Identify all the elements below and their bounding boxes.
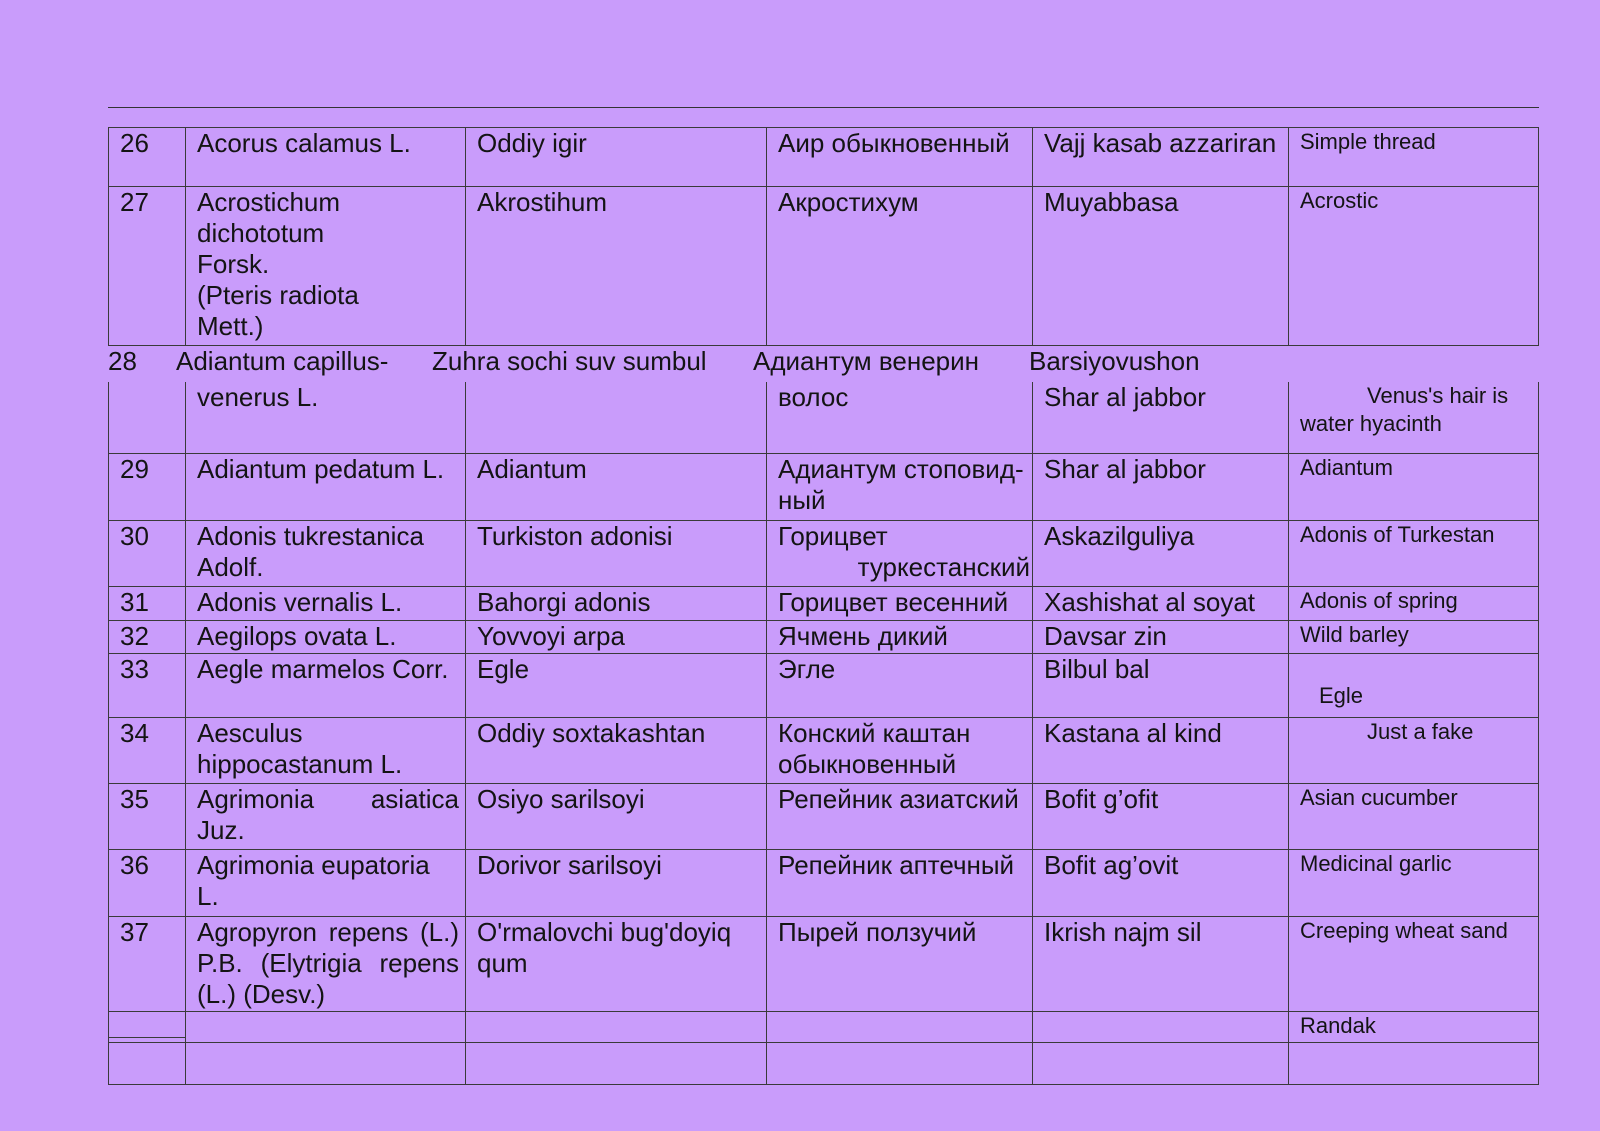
cell-english-name: Acrostic — [1288, 186, 1539, 346]
cell-number: 35 — [108, 783, 186, 850]
cell-number: 29 — [108, 453, 186, 521]
cell-russian-name: Репейник аптечный — [766, 849, 1033, 917]
spill-arabic-name: Barsiyovushon — [1029, 346, 1200, 376]
cell-arabic-name: Ikrish najm sil — [1032, 916, 1289, 1012]
cell-latin-name: Adonis vernalis L. — [185, 586, 466, 621]
cell-english-name: Medicinal garlic — [1288, 849, 1539, 917]
table-row — [0, 186, 1600, 346]
cell-latin-name — [185, 1042, 466, 1085]
cell-arabic-name: Vajj kasab azzariran — [1032, 127, 1289, 187]
cell-english-name: Wild barley — [1288, 620, 1539, 654]
cell-russian-name — [766, 1011, 1033, 1043]
cell-number: 30 — [108, 520, 186, 587]
cell-english-name: Simple thread — [1288, 127, 1539, 187]
cell-number — [108, 1042, 186, 1085]
cell-uzbek-name: Bahorgi adonis — [465, 586, 767, 621]
cell-number: 26 — [108, 127, 186, 187]
cell-uzbek-name: O'rmalovchi bug'doyiq qum — [465, 916, 767, 1012]
spill-number: 28 — [108, 346, 137, 376]
cell-arabic-name: Askazilguliya — [1032, 520, 1289, 587]
cell-arabic-name: Bilbul bal — [1032, 653, 1289, 718]
double-rule — [108, 1037, 186, 1038]
table-row — [0, 586, 1600, 621]
cell-number: 27 — [108, 186, 186, 346]
cell-english-name: Creeping wheat sand — [1288, 916, 1539, 1012]
cell-russian-name: Конский каштан обыкновенный — [766, 717, 1033, 784]
cell-uzbek-name: Oddiy igir — [465, 127, 767, 187]
cell-uzbek-name: Dorivor sarilsoyi — [465, 849, 767, 917]
cell-latin-name: Acrostichum dichototum Forsk. (Pteris radiota Mett.) — [185, 186, 466, 346]
cell-number: 33 — [108, 653, 186, 718]
table-row — [0, 127, 1600, 187]
cell-latin-name — [185, 1011, 466, 1043]
cell-russian-name: Горицвет весенний — [766, 586, 1033, 621]
cell-arabic-name: Davsar zin — [1032, 620, 1289, 654]
table-row — [0, 653, 1600, 718]
cell-english-name: Venus's hair is water hyacinth — [1288, 382, 1539, 454]
cell-latin-name: Adonis tukrestanica Adolf. — [185, 520, 466, 587]
cell-english-name: Randak — [1288, 1011, 1539, 1043]
cell-number: 31 — [108, 586, 186, 621]
cell-english-name: Adonis of Turkestan — [1288, 520, 1539, 587]
cell-latin-name: Aegilops ovata L. — [185, 620, 466, 654]
table-row — [0, 916, 1600, 1012]
cell-uzbek-name: Adiantum — [465, 453, 767, 521]
table-row — [0, 1042, 1600, 1085]
cell-arabic-name: Xashishat al soyat — [1032, 586, 1289, 621]
cell-russian-name: волос — [766, 382, 1033, 454]
table-row — [0, 382, 1600, 454]
cell-russian-name: Адиантум стоповид-ный — [766, 453, 1033, 521]
cell-russian-name: Горицвет туркестанский — [766, 520, 1033, 587]
cell-russian-name: Акростихум — [766, 186, 1033, 346]
cell-russian-name: Эгле — [766, 653, 1033, 718]
cell-uzbek-name — [465, 382, 767, 454]
cell-arabic-name: Shar al jabbor — [1032, 453, 1289, 521]
cell-latin-name: Aesculus hippocastanum L. — [185, 717, 466, 784]
cell-english-name: Asian cucumber — [1288, 783, 1539, 850]
cell-arabic-name — [1032, 1042, 1289, 1085]
cell-latin-name: Acorus calamus L. — [185, 127, 466, 187]
cell-arabic-name — [1032, 1011, 1289, 1043]
cell-uzbek-name: Turkiston adonisi — [465, 520, 767, 587]
cell-uzbek-name — [465, 1011, 767, 1043]
cell-english-name: Egle — [1288, 653, 1539, 718]
table-row — [0, 783, 1600, 850]
spill-latin-name: Adiantum capillus- — [176, 346, 389, 376]
cell-latin-name: Agrimonia eupatoria L. — [185, 849, 466, 917]
table-row — [0, 849, 1600, 917]
cell-russian-name: Пырей ползучий — [766, 916, 1033, 1012]
cell-number — [108, 382, 186, 454]
cell-uzbek-name — [465, 1042, 767, 1085]
cell-russian-name — [766, 1042, 1033, 1085]
cell-latin-name: Agropyron repens (L.) P.B. (Elytrigia repens (L.) (Desv.) — [185, 916, 466, 1012]
cell-number: 36 — [108, 849, 186, 917]
cell-english-name — [1288, 1042, 1539, 1085]
cell-english-name: Adiantum — [1288, 453, 1539, 521]
cell-latin-name: Aegle marmelos Corr. — [185, 653, 466, 718]
cell-arabic-name: Bofit ag’ovit — [1032, 849, 1289, 917]
table-row — [0, 520, 1600, 587]
cell-latin-name: Adiantum pedatum L. — [185, 453, 466, 521]
table-row — [0, 620, 1600, 654]
cell-arabic-name: Muyabbasa — [1032, 186, 1289, 346]
spill-uzbek-name: Zuhra sochi suv sumbul — [432, 346, 707, 376]
cell-uzbek-name: Yovvoyi arpa — [465, 620, 767, 654]
cell-uzbek-name: Osiyo sarilsoyi — [465, 783, 767, 850]
cell-russian-name: Репейник азиатский — [766, 783, 1033, 850]
cell-arabic-name: Kastana al kind — [1032, 717, 1289, 784]
cell-uzbek-name: Akrostihum — [465, 186, 767, 346]
cell-number: 37 — [108, 916, 186, 1012]
table-row — [0, 1011, 1600, 1043]
cell-english-name: Just a fake — [1288, 717, 1539, 784]
cell-arabic-name: Bofit g’ofit — [1032, 783, 1289, 850]
cell-english-name: Adonis of spring — [1288, 586, 1539, 621]
cell-number: 34 — [108, 717, 186, 784]
spill-russian-name: Адиантум венерин — [753, 346, 980, 376]
cell-number: 32 — [108, 620, 186, 654]
cell-number — [108, 1011, 186, 1043]
cell-russian-name: Аир обыкновенный — [766, 127, 1033, 187]
cell-arabic-name: Shar al jabbor — [1032, 382, 1289, 454]
table-row — [0, 453, 1600, 521]
cell-russian-name: Ячмень дикий — [766, 620, 1033, 654]
cell-latin-name: Agrimonia asiatica Juz. — [185, 783, 466, 850]
cell-uzbek-name: Egle — [465, 653, 767, 718]
table-row — [0, 717, 1600, 784]
cell-latin-name: venerus L. — [185, 382, 466, 454]
cell-uzbek-name: Oddiy soxtakashtan — [465, 717, 767, 784]
